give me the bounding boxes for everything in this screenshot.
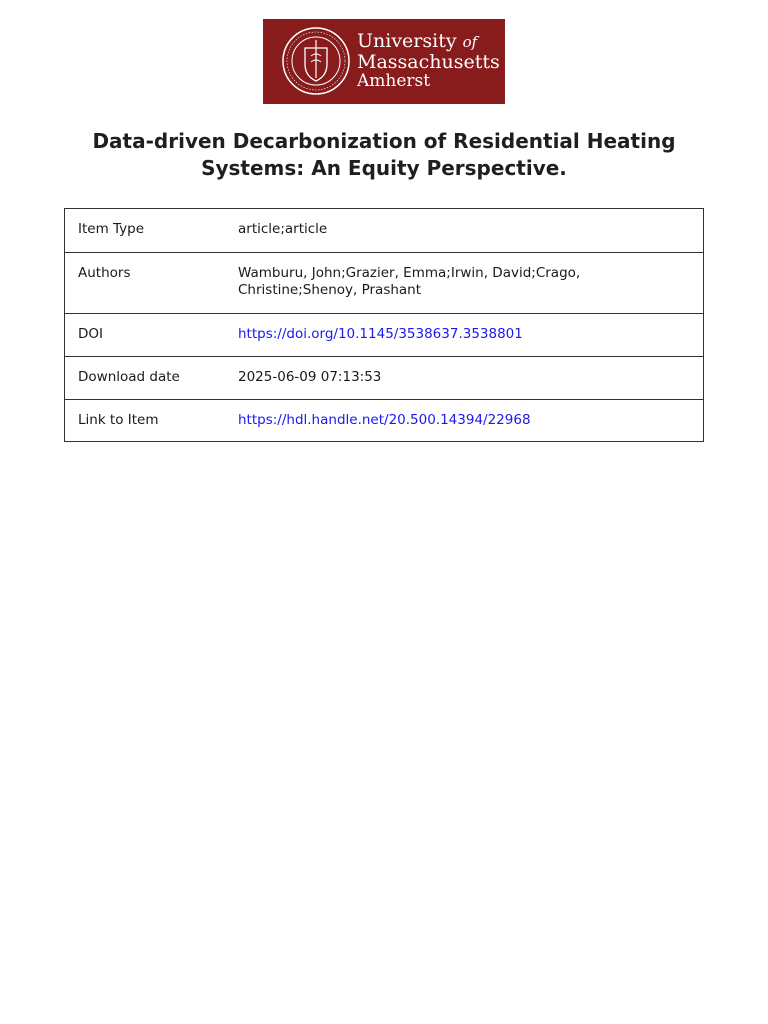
authors-label: Authors bbox=[78, 265, 131, 281]
table-row bbox=[65, 252, 703, 313]
link-to-item-label: Link to Item bbox=[78, 412, 159, 428]
authors-value: Wamburu, John;Grazier, Emma;Irwin, David;Crago, Christine;Shenoy, Prashant bbox=[238, 265, 581, 298]
item-type-value: article;article bbox=[238, 221, 328, 237]
item-link[interactable]: https://hdl.handle.net/20.500.14394/22968 bbox=[238, 412, 531, 428]
item-type-label: Item Type bbox=[78, 221, 145, 237]
document-title: Data-driven Decarbonization of Residential Heating Systems: An Equity Perspective. bbox=[92, 129, 676, 180]
table-row bbox=[65, 313, 703, 356]
doi-link[interactable]: https://doi.org/10.1145/3538637.3538801 bbox=[238, 326, 523, 342]
table-row bbox=[65, 399, 703, 441]
university-seal-icon bbox=[281, 26, 351, 96]
download-date-value: 2025-06-09 07:13:53 bbox=[238, 369, 382, 385]
metadata-table bbox=[64, 208, 704, 442]
table-row bbox=[65, 209, 703, 252]
university-logo bbox=[263, 19, 505, 104]
download-date-label: Download date bbox=[78, 369, 180, 385]
table-row bbox=[65, 356, 703, 399]
doi-label: DOI bbox=[78, 326, 104, 342]
logo-wordmark: University of Massachusetts Amherst bbox=[357, 30, 500, 91]
